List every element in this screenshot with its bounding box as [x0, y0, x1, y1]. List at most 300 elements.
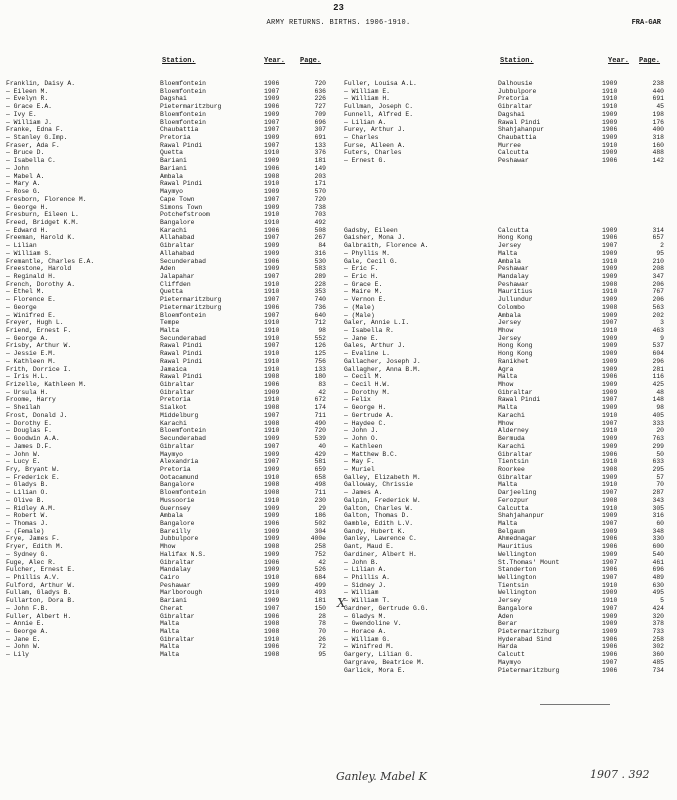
entry-name: Gargrave, Beatrice M.: [344, 658, 425, 666]
register-entry: [6, 412, 336, 420]
entry-name: Froome, Harry: [6, 396, 56, 404]
register-entry: [6, 497, 336, 505]
entry-station: Jubbulpore: [160, 535, 199, 543]
entry-name: — Reginald H.: [6, 272, 56, 280]
entry-station: Malta: [160, 643, 180, 651]
register-entry: [6, 134, 336, 142]
entry-year: 1909: [264, 110, 280, 118]
entry-page: 752: [314, 550, 326, 558]
register-entry: [344, 157, 674, 165]
entry-name: — Jane E.: [6, 635, 41, 643]
entry-station: Shahjahanpur: [498, 126, 545, 134]
entry-station: St.Thomas' Mount: [498, 558, 560, 566]
entry-name: — William T.: [344, 597, 391, 605]
entry-page: 26: [318, 635, 326, 643]
register-entry: [344, 366, 674, 374]
entry-year: 1909: [264, 157, 280, 165]
entry-page: 376: [314, 149, 326, 157]
entry-year: 1906: [264, 381, 280, 389]
entry-station: Cliffden: [160, 280, 191, 288]
entry-name: Fulford, Arthur W.: [6, 581, 76, 589]
entry-station: Sialkot: [160, 404, 187, 412]
register-entry: [344, 204, 674, 212]
entry-name: — Jessie E.M.: [6, 350, 56, 358]
entry-name: — Rose G.: [6, 188, 41, 196]
entry-year: 1909: [264, 435, 280, 443]
entry-station: Malta: [498, 519, 518, 527]
entry-year: 1909: [264, 188, 280, 196]
register-entry: [344, 234, 674, 242]
entry-name: Fry, Bryant W.: [6, 465, 60, 473]
entry-page: 684: [314, 574, 326, 581]
entry-page: 70: [656, 481, 664, 489]
entry-name: — Sheilah: [6, 404, 41, 412]
entry-page: 171: [314, 180, 326, 188]
entry-station: Bareilly: [160, 527, 191, 535]
entry-page: 636: [314, 87, 326, 95]
entry-year: 1907: [264, 87, 280, 95]
register-entry: [6, 312, 336, 320]
entry-name: — William J.: [6, 118, 53, 126]
entry-station: Pretoria: [160, 396, 191, 404]
register-entry: [344, 396, 674, 404]
entry-page: 348: [652, 527, 664, 535]
entry-name: Galley, Elizabeth M.: [344, 473, 421, 481]
entry-name: Franke, Edna F.: [6, 126, 64, 134]
entry-station: Agra: [498, 365, 514, 373]
entry-year: 1907: [602, 658, 618, 666]
entry-page: 125: [314, 350, 326, 358]
entry-station: Dagshai: [160, 95, 187, 103]
entry-page: 180: [314, 373, 326, 381]
entry-page: 343: [652, 496, 664, 504]
entry-page: 116: [652, 373, 664, 381]
entry-name: — Ivy E.: [6, 110, 37, 118]
entry-page: 307: [314, 126, 326, 134]
entry-page: 485: [652, 658, 664, 666]
entry-year: 1910: [264, 149, 280, 157]
entry-station: Halifax N.S.: [160, 550, 207, 558]
entry-page: 133: [314, 365, 326, 373]
entry-name: — Jane E.: [344, 334, 379, 342]
entry-name: Gardner, Gertrude G.G.: [344, 604, 429, 612]
register-entry: [344, 427, 674, 435]
entry-station: Mussoorie: [160, 496, 195, 504]
entry-station: Gibraltar: [498, 473, 533, 481]
entry-page: 133: [314, 141, 326, 149]
entry-year: 1909: [602, 404, 618, 412]
entry-year: 1907: [264, 311, 280, 319]
entry-station: Karachi: [160, 226, 187, 234]
entry-name: — (Male): [344, 311, 375, 319]
register-entry: [344, 242, 674, 250]
entry-name: Gale, Cecil G.: [344, 257, 398, 265]
entry-name: — George H.: [6, 203, 49, 211]
register-entry: [344, 651, 674, 659]
register-entry: [6, 111, 336, 119]
entry-page: 50: [656, 450, 664, 458]
register-entry: [6, 574, 336, 582]
entry-station: Roorkee: [498, 465, 525, 473]
register-entry: [344, 389, 674, 397]
entry-name: — James D.F.: [6, 442, 53, 450]
entry-name: — John W.: [6, 450, 41, 458]
entry-year: 1906: [602, 666, 618, 674]
register-entry: [344, 381, 674, 389]
entry-name: — George A.: [6, 334, 49, 342]
entry-page: 333: [652, 419, 664, 427]
entry-name: Fullam, Gladys B.: [6, 589, 72, 597]
entry-year: 1907: [602, 396, 618, 404]
register-entry: [6, 265, 336, 273]
entry-page: 570: [314, 188, 326, 196]
entry-station: Alderney: [498, 427, 529, 435]
register-entry: [344, 126, 674, 134]
register-entry: [6, 505, 336, 513]
register-entry: [344, 196, 674, 204]
entry-year: 1910: [602, 581, 618, 589]
entry-year: 1909: [264, 265, 280, 273]
entry-name: — Muriel: [344, 465, 375, 473]
entry-name: — Thomas J.: [6, 519, 49, 527]
entry-page: 502: [314, 519, 326, 527]
entry-page: 526: [314, 566, 326, 574]
entry-name: — Grace E.: [344, 280, 383, 288]
entry-page: 630: [652, 581, 664, 589]
entry-year: 1908: [602, 465, 618, 473]
entry-page: 83: [318, 381, 326, 389]
register-entry: [344, 180, 674, 188]
entry-year: 1906: [602, 234, 618, 242]
entry-year: 1908: [264, 419, 280, 427]
entry-year: 1907: [264, 234, 280, 242]
entry-year: 1907: [264, 272, 280, 280]
entry-page: 198: [652, 110, 664, 118]
entry-name: Gallacher, Joseph J.: [344, 357, 421, 365]
entry-page: 347: [652, 272, 664, 280]
entry-name: Futers, Charles: [344, 149, 402, 157]
entry-station: Ambala: [160, 512, 184, 520]
entry-station: Gibraltar: [160, 381, 195, 389]
register-entry: [344, 258, 674, 266]
entry-name: Freyer, Hugh L.: [6, 319, 64, 327]
entry-station: Calcutta: [498, 226, 529, 234]
entry-station: Dalhousie: [498, 80, 533, 87]
entry-station: Mhow: [498, 327, 514, 334]
entry-station: Standerton: [498, 566, 537, 574]
entry-year: 1909: [602, 442, 618, 450]
entry-year: 1908: [264, 373, 280, 381]
entry-station: Calcutt: [498, 651, 525, 659]
entry-station: Allahabad: [160, 234, 195, 242]
entry-year: 1909: [602, 435, 618, 443]
entry-page: 203: [314, 172, 326, 180]
register-entry: [344, 481, 674, 489]
register-entry: [6, 427, 336, 435]
register-entry: [6, 551, 336, 559]
entry-page: 463: [652, 327, 664, 334]
entry-year: 1910: [602, 427, 618, 435]
entry-page: 657: [652, 234, 664, 242]
register-entry: [344, 350, 674, 358]
entry-name: — Mary A.: [6, 180, 41, 188]
entry-year: 1909: [602, 80, 618, 87]
entry-name: — May F.: [344, 458, 375, 466]
entry-year: 1906: [602, 643, 618, 651]
entry-year: 1910: [602, 95, 618, 103]
entry-year: 1907: [602, 319, 618, 327]
entry-station: Malta: [160, 620, 180, 628]
entry-year: 1907: [264, 296, 280, 304]
entry-name: — John W.: [6, 643, 41, 651]
register-entry: [344, 319, 674, 327]
entry-year: 1907: [602, 489, 618, 497]
entry-name: — (Male): [344, 303, 375, 311]
entry-station: Pietermaritzburg: [498, 666, 560, 674]
register-entry: [344, 134, 674, 142]
entry-station: Malta: [498, 373, 518, 381]
entry-station: Aden: [498, 612, 514, 620]
entry-year: 1910: [264, 180, 280, 188]
entry-page: 672: [314, 396, 326, 404]
entry-name: Fresborn, Florence M.: [6, 195, 87, 203]
entry-name: Freestone, Harold: [6, 265, 72, 273]
entry-year: 1906: [602, 373, 618, 381]
entry-year: 1910: [264, 218, 280, 226]
entry-name: — Grace E.A.: [6, 103, 53, 111]
entry-station: Cairo: [160, 574, 180, 581]
entry-station: Jullundur: [498, 296, 533, 304]
register-entry: [344, 489, 674, 497]
entry-year: 1909: [602, 357, 618, 365]
entry-page: 142: [652, 157, 664, 165]
register-entry: [6, 119, 336, 127]
entry-page: 767: [652, 288, 664, 296]
register-entry: [6, 149, 336, 157]
entry-year: 1910: [264, 635, 280, 643]
entry-page: 72: [318, 643, 326, 651]
register-entry: [344, 281, 674, 289]
register-entry: [344, 296, 674, 304]
entry-name: Fraser, Ada F.: [6, 141, 60, 149]
entry-name: Galton, Charles W.: [344, 504, 414, 512]
entry-name: — Gertrude A.: [344, 411, 394, 419]
entry-station: Malta: [160, 651, 180, 659]
register-entry: [344, 443, 674, 451]
entry-name: — Goodwin A.A.: [6, 435, 60, 443]
entry-page: 440: [652, 87, 664, 95]
entry-station: Tientsin: [498, 458, 529, 466]
entry-name: Fullman, Joseph C.: [344, 103, 414, 111]
entry-name: — Haydee C.: [344, 419, 387, 427]
entry-station: Rawal Pindi: [160, 342, 203, 350]
entry-name: — George H.: [344, 404, 387, 412]
entry-page: 495: [652, 589, 664, 597]
entry-station: Gibraltar: [160, 242, 195, 250]
entry-year: 1908: [264, 543, 280, 551]
register-entry: [344, 551, 674, 559]
entry-station: Wellington: [498, 589, 537, 597]
entry-page: 425: [652, 381, 664, 389]
entry-name: — William E.: [344, 87, 391, 95]
entry-year: 1909: [264, 581, 280, 589]
register-entry: [344, 88, 674, 96]
register-entry: [344, 188, 674, 196]
entry-year: 1906: [264, 643, 280, 651]
entry-station: Wellington: [498, 574, 537, 581]
entry-year: 1909: [264, 242, 280, 250]
entry-name: — Iris H.L.: [6, 373, 49, 381]
entry-name: Galton, Thomas D.: [344, 512, 410, 520]
entry-station: Ootacamund: [160, 473, 199, 481]
entry-station: Maymyo: [160, 450, 184, 458]
register-entry: [344, 149, 674, 157]
register-entry: [6, 196, 336, 204]
entry-year: 1910: [264, 574, 280, 581]
entry-station: Pietermaritzburg: [160, 296, 222, 304]
entry-station: Jersey: [498, 319, 522, 327]
entry-page: 488: [652, 149, 664, 157]
entry-station: Middelburg: [160, 411, 199, 419]
entry-page: 696: [652, 566, 664, 574]
entry-name: — Frederick E.: [6, 473, 60, 481]
register-entry: [6, 582, 336, 590]
entry-name: French, Dorothy A.: [6, 280, 76, 288]
entry-page: 316: [314, 249, 326, 257]
entry-page: 552: [314, 334, 326, 342]
entry-name: — Eric H.: [344, 272, 379, 280]
entry-name: — Evelyn R.: [6, 95, 49, 103]
entry-name: Franklin, Daisy A.: [6, 80, 76, 87]
register-entry: [6, 389, 336, 397]
entry-name: Galloway, Chrissie: [344, 481, 414, 489]
entry-year: 1908: [264, 628, 280, 636]
register-entry: [6, 327, 336, 335]
entry-name: — William: [344, 589, 379, 597]
entry-page: 289: [314, 272, 326, 280]
entry-name: — William H.: [344, 95, 391, 103]
register-entry: [6, 103, 336, 111]
entry-page: 176: [652, 118, 664, 126]
register-entry: [344, 412, 674, 420]
register-entry: [344, 597, 674, 605]
register-entry: [6, 520, 336, 528]
entry-name: Fuller, Albert H.: [6, 612, 72, 620]
entry-name: Fullarton, Dora B.: [6, 597, 76, 605]
entry-station: Mauritius: [498, 543, 533, 551]
entry-year: 1910: [264, 365, 280, 373]
entry-page: 493: [314, 589, 326, 597]
entry-year: 1906: [264, 558, 280, 566]
entry-page: 508: [314, 226, 326, 234]
entry-page: 498: [314, 481, 326, 489]
entry-name: Freeman, Harold K.: [6, 234, 76, 242]
entry-station: Mandalay: [498, 272, 529, 280]
entry-year: 1910: [264, 496, 280, 504]
register-entry: [344, 173, 674, 181]
entry-page: 320: [652, 612, 664, 620]
entry-name: Fulcher, Ernest E.: [6, 566, 76, 574]
register-entry: [6, 366, 336, 374]
entry-year: 1908: [264, 172, 280, 180]
register-entry: [6, 335, 336, 343]
entry-name: — Isabella C.: [6, 157, 56, 165]
entry-page: 126: [314, 342, 326, 350]
entry-year: 1906: [602, 450, 618, 458]
entry-name: Friend, Ernest F.: [6, 327, 72, 334]
entry-year: 1909: [264, 597, 280, 605]
register-entry: [6, 381, 336, 389]
entry-name: Fremantle, Charles E.A.: [6, 257, 95, 265]
entry-page: 281: [652, 365, 664, 373]
entry-year: 1907: [602, 519, 618, 527]
entry-station: Murree: [498, 141, 522, 149]
entry-name: — Phillis A.V.: [6, 574, 60, 581]
entry-page: 720: [314, 195, 326, 203]
entry-page: 316: [652, 512, 664, 520]
entry-page: 267: [314, 234, 326, 242]
left-station-header: Station.: [162, 57, 196, 65]
entry-year: 1906: [602, 535, 618, 543]
entry-page: 640: [314, 311, 326, 319]
register-entry: [344, 304, 674, 312]
entry-station: Rawal Pindi: [498, 118, 541, 126]
register-entry: [6, 451, 336, 459]
entry-name: — Sidney J.: [344, 581, 387, 589]
entry-station: Quetta: [160, 149, 184, 157]
entry-name: — Olive B.: [6, 496, 45, 504]
entry-year: 1907: [602, 574, 618, 581]
entry-name: Gant, Maud E.: [344, 543, 394, 551]
entry-page: 691: [652, 95, 664, 103]
entry-station: Mhow: [498, 381, 514, 389]
entry-name: Frith, Dorrice I.: [6, 365, 72, 373]
register-entry: [6, 512, 336, 520]
entry-year: 1909: [602, 149, 618, 157]
entry-station: Chaubattia: [498, 134, 537, 142]
entry-year: 1906: [602, 635, 618, 643]
entry-page: 720: [314, 427, 326, 435]
entry-station: Calcutta: [498, 504, 529, 512]
entry-year: 1909: [602, 620, 618, 628]
entry-page: 149: [314, 164, 326, 172]
register-entry: [344, 373, 674, 381]
entry-year: 1906: [602, 651, 618, 659]
entry-name: Gardiner, Albert H.: [344, 550, 417, 558]
entry-name: — Ursula H.: [6, 388, 49, 396]
entry-page: 304: [314, 527, 326, 535]
register-entry: [344, 358, 674, 366]
register-entry: [6, 281, 336, 289]
entry-year: 1907: [602, 242, 618, 250]
entry-page: 492: [314, 218, 326, 226]
entry-station: Rawal Pindi: [498, 396, 541, 404]
entry-name: Ganley, Lawrence C.: [344, 535, 417, 543]
entry-name: Gamble, Edith L.V.: [344, 519, 414, 527]
register-entry: [6, 319, 336, 327]
entry-name: — John J.: [344, 427, 379, 435]
entry-name: — Lilian: [6, 242, 37, 250]
entry-name: Gadsby, Eileen: [344, 226, 398, 234]
register-entry: [344, 288, 674, 296]
entry-name: — Ethel M.: [6, 288, 45, 296]
entry-station: Berar: [498, 620, 518, 628]
entry-station: Rawal Pindi: [160, 141, 203, 149]
register-entry: [6, 180, 336, 188]
entry-name: — John B.: [344, 558, 379, 566]
entry-station: Gibraltar: [160, 612, 195, 620]
entry-page: 299: [652, 442, 664, 450]
